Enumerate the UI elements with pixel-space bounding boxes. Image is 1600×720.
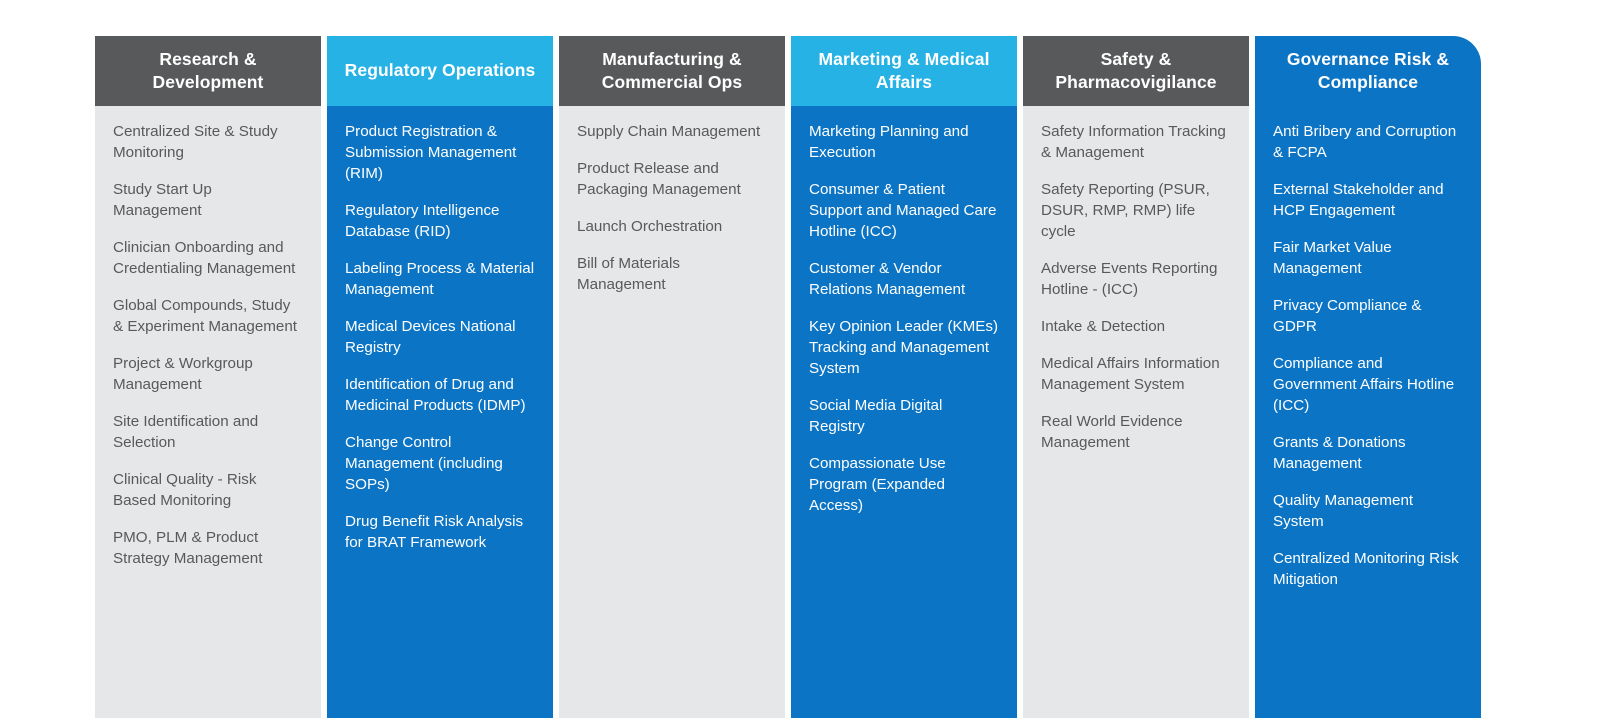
capability-item: Clinician Onboarding and Credentialing Management [113, 238, 296, 277]
column-body [1023, 106, 1249, 718]
capability-item: Grants & Donations Management [1273, 433, 1406, 472]
capability-item: Study Start Up Management [113, 180, 212, 219]
capability-item: Social Media Digital Registry [809, 396, 943, 435]
capability-item: Intake & Detection [1041, 317, 1166, 335]
capability-item: Centralized Monitoring Risk Mitigation [1273, 549, 1459, 588]
capability-item: Change Control Management (including SOPs) [345, 433, 503, 493]
column-header [791, 36, 1017, 106]
column-body [327, 106, 553, 718]
capability-item: Medical Affairs Information Management System [1041, 354, 1220, 393]
capability-item: Clinical Quality - Risk Based Monitoring [113, 470, 257, 509]
capability-item: Site Identification and Selection [113, 412, 259, 451]
capability-column [1255, 36, 1481, 718]
capability-item: Compassionate Use Program (Expanded Access) [809, 454, 946, 514]
column-body [559, 106, 785, 718]
capability-column [1023, 36, 1249, 718]
capability-column [559, 36, 785, 718]
column-body [791, 106, 1017, 718]
capability-item: Project & Workgroup Management [113, 354, 253, 393]
capability-column [95, 36, 321, 718]
capability-item: Real World Evidence Management [1041, 412, 1183, 451]
capability-item: PMO, PLM & Product Strategy Management [113, 528, 263, 567]
capability-item: Privacy Compliance & GDPR [1273, 296, 1422, 335]
capability-item: Drug Benefit Risk Analysis for BRAT Framework [345, 512, 524, 551]
capability-item: Identification of Drug and Medicinal Products (IDMP) [345, 375, 526, 414]
capability-item: Safety Information Tracking & Management [1041, 123, 1226, 161]
capability-item: Marketing Planning and Execution [809, 123, 969, 161]
capability-column [327, 36, 553, 718]
capability-item: Fair Market Value Management [1273, 238, 1392, 277]
capability-item: Labeling Process & Material Management [345, 259, 535, 298]
capability-item: Global Compounds, Study & Experiment Management [113, 296, 298, 335]
column-header [95, 36, 321, 106]
column-header [327, 36, 553, 106]
column-title: Safety & Pharmacovigilance [1055, 48, 1217, 92]
column-title: Governance Risk & Compliance [1286, 48, 1450, 92]
capability-item: Centralized Site & Study Monitoring [113, 123, 278, 161]
column-body [1255, 106, 1481, 718]
capability-column [791, 36, 1017, 718]
capability-item: Consumer & Patient Support and Managed Care Hotline (ICC) [809, 180, 997, 240]
capability-item: Medical Devices National Registry [345, 317, 516, 356]
column-title: Manufacturing & Commercial Ops [601, 48, 743, 92]
capability-item: Supply Chain Management [577, 123, 761, 140]
column-title: Research & Development [152, 48, 264, 92]
column-body [95, 106, 321, 718]
column-title: Regulatory Operations [344, 60, 536, 81]
capability-item: Quality Management System [1273, 491, 1414, 530]
capability-item: External Stakeholder and HCP Engagement [1273, 180, 1444, 219]
capability-item: Key Opinion Leader (KMEs) Tracking and Management System [809, 317, 999, 377]
capability-item: Adverse Events Reporting Hotline - (ICC) [1041, 259, 1218, 298]
capability-item: Safety Reporting (PSUR, DSUR, RMP, RMP) life cycle [1041, 180, 1210, 240]
capability-item: Product Registration & Submission Management (RIM) [345, 123, 517, 182]
column-header [1255, 36, 1481, 106]
capability-item: Regulatory Intelligence Database (RID) [345, 201, 500, 240]
capability-item: Product Release and Packaging Management [577, 159, 741, 198]
capability-item: Bill of Materials Management [577, 254, 680, 293]
capability-item: Launch Orchestration [577, 217, 723, 235]
column-header [1023, 36, 1249, 106]
column-header [559, 36, 785, 106]
column-title: Marketing & Medical Affairs [818, 48, 990, 92]
capability-item: Compliance and Government Affairs Hotline (ICC) [1273, 354, 1455, 414]
capability-columns [95, 36, 1481, 718]
capability-item: Anti Bribery and Corruption & FCPA [1273, 123, 1457, 161]
capability-item: Customer & Vendor Relations Management [809, 259, 966, 298]
